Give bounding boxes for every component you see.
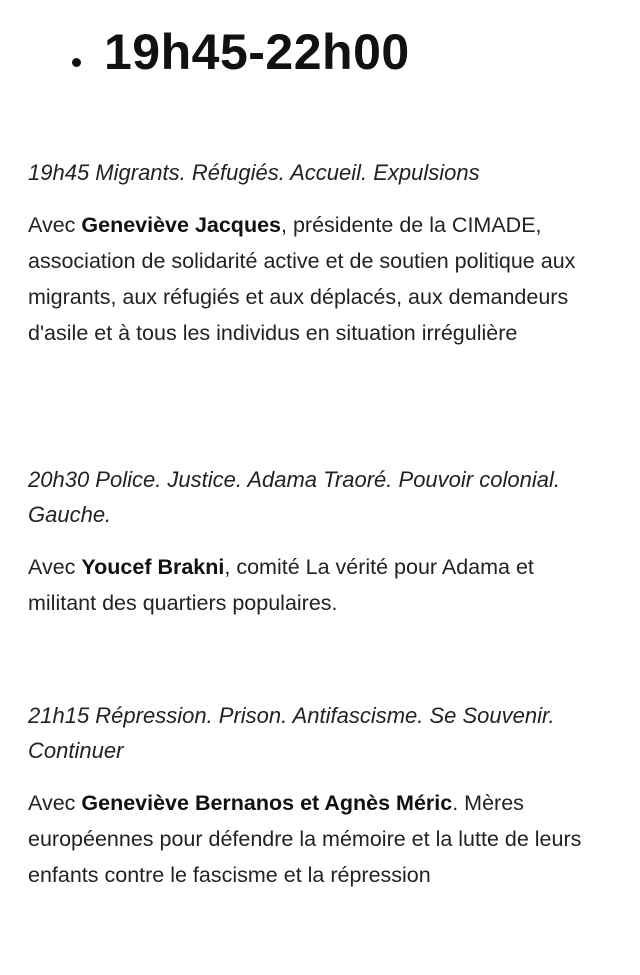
bullet-icon	[72, 58, 81, 67]
session-guests: Geneviève Jacques	[81, 213, 281, 237]
session-details: . Mères européennes pour défendre la mémoire et la lutte de leurs enfants contre le fascisme et la répression	[28, 791, 582, 887]
session-intro: Avec	[28, 213, 82, 237]
session-topic: 20h30 Police. Justice. Adama Traoré. Pouvoir colonial. Gauche.	[28, 467, 560, 527]
session-topic: 19h45 Migrants. Réfugiés. Accueil. Expulsions	[28, 160, 480, 185]
session-block	[28, 462, 588, 621]
session-description	[28, 207, 588, 351]
session-guests: Youcef Brakni	[81, 555, 225, 579]
session-details: , présidente de la CIMADE, association de solidarité active et de soutien politique aux migrants, aux réfugiés et aux déplacés, aux demandeurs d'asile et à tous les individus en situation irrégulière	[28, 213, 576, 345]
session-intro: Avec	[28, 555, 82, 579]
session-topic: 21h15 Répression. Prison. Antifascisme. Se Souvenir. Continuer	[28, 703, 555, 763]
page-title: 19h45-22h00	[104, 24, 410, 80]
session-description	[28, 785, 588, 893]
session-details: , comité La vérité pour Adama et militant des quartiers populaires.	[28, 555, 534, 615]
session-guests: Geneviève Bernanos et Agnès Méric	[81, 791, 453, 815]
schedule-heading	[0, 14, 640, 86]
session-intro: Avec	[28, 791, 82, 815]
session-block	[28, 698, 588, 893]
session-description	[28, 549, 588, 621]
session-block	[28, 155, 588, 351]
